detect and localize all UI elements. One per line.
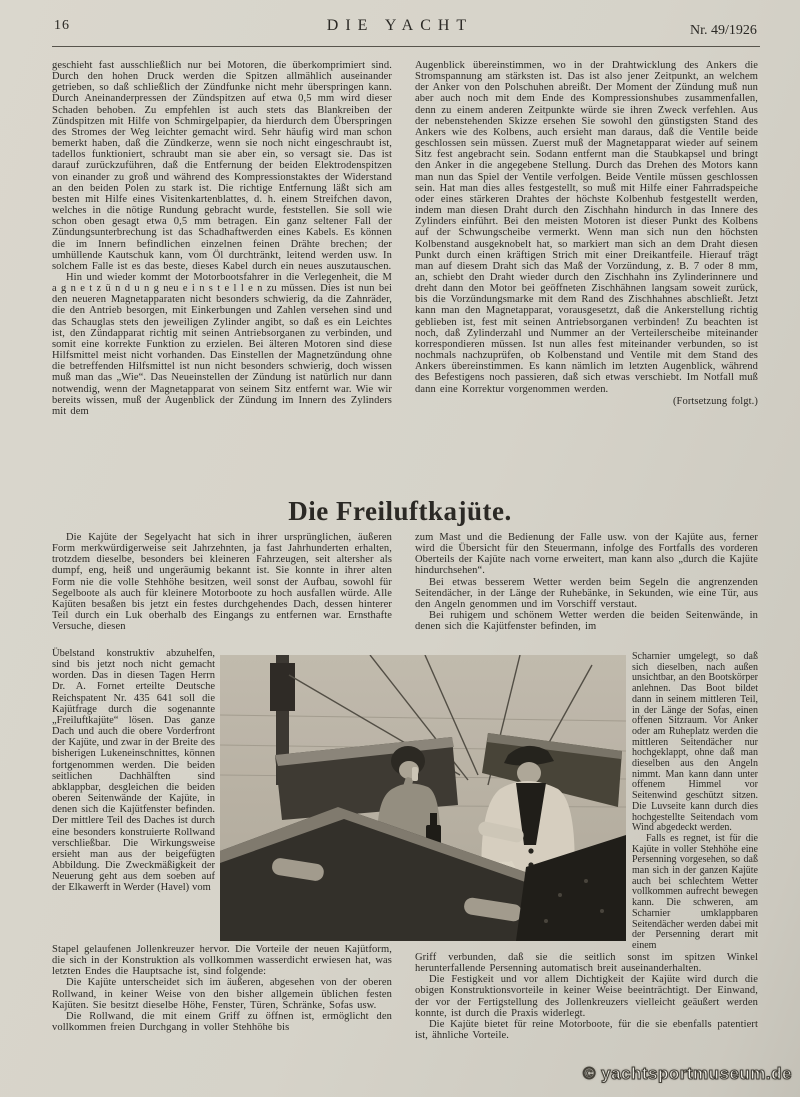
continuation-note: (Fortsetzung folgt.) (672, 395, 758, 407)
paragraph: Bei ruhigem und schönem Wetter werden die beiden Seitenwände, in denen sich die Kajütfenster befinden, im (415, 610, 758, 633)
paragraph: Griff verbunden, daß sie die seitlich sonst im spitzen Winkel herunterfallende Persenning automatisch breit auseinanderhalten. (415, 952, 758, 975)
article2-left-bottom (52, 944, 392, 1033)
paragraph: Scharnier umgelegt, so daß sich dieselben, nach außen unsichtbar, an den Bootskörper anlehnen. Das Boot bildet dann in seinem mittleren Teil, in der Länge der Sofas, einen offenen Sitzraum. Vor Anker oder am Ruheplatz werden die mittleren Seitendächer nur hochgeklappt, ohne daß man dieselben aus den Angeln nimmt. Man kann dann unter offenem Himmel vor Seitenwind geschützt sitzen. Die Luvseite kann durch dies hochgestellte Seitendach vom Wind abgedeckt werden. (632, 651, 758, 834)
article2-right-narrow (632, 652, 758, 952)
paragraph: Falls es regnet, ist für die Kajüte in voller Stehhöhe eine Persenning vorgesehen, so daß man sich in der ganzen Kajüte auch bei schlechtem Wetter vollkommen aufrecht bewegen kann. Die schweren, am Scharnier umklappbaren Seitendächer werden dabei mit der Persenning derart mit einem (632, 832, 758, 951)
paragraph: Hin und wieder kommt der Motorbootsfahrer in die Verlegenheit, die M a g n e t z ü n d u n g neu e i n s t e l l e n zu müssen. Dies ist nun bei den neueren Magnetapparaten nicht besonders schwierig, da die Zahnräder, die den Antrieb besorgen, mit Einkerbungen und Zahlen versehen sind und das Schauglas stets den jeweiligen Zylinder angibt, so daß es ein Leichtes ist, den Zündapparat richtig mit seinen Antriebsorganen zu verbinden, und somit eine korrekte Funktion zu erzielen. Bei älteren Motoren sind diese Hilfsmittel meist nicht vorhanden. Das Einstellen der Magnetzündung ohne die betreffenden Hilfsmittel ist nun nicht besonders schwierig, doch wissen muß man das „Wie“. Das Neueinstellen der Zündung ist natürlich nur dann notwendig, wenn der Magnetapparat von seinem Sitz entfernt war. Wie wir bereits wissen, muß der Augenblick der Zündung im Innern des Zylinders mit dem (52, 271, 392, 417)
header-rule (52, 46, 760, 47)
paragraph: Übelstand konstruktiv abzuhelfen, sind bis jetzt noch nicht gemacht worden. Das in diesen Tagen Herrn Dr. A. Fornet erteilte Deutsche Reichspatent Nr. 435 641 soll die Kajütfrage durch die sogenannte „Freiluftkajüte“ lösen. Das ganze Dach und auch die obere Vorderfront der Kajüte, und zwar in der Breite des bisherigen Lukeneinschnittes, können fortgenommen werden. Die beiden seitlichen Dachhälften sind abklappbar, desgleichen die beiden oberen Seitenwände der Kajüte, in denen sich die Kajütfenster befinden. Der mittlere Teil des Daches ist durch eine besonders konstruierte Rollwand verschließbar. Die Wirkungsweise ersieht man aus der beigefügten Abbildung. Die Zweckmäßigkeit der Neuerung geht aus dem soeben auf der Elkawerft in Werder (Havel) vom (52, 648, 215, 894)
article1-right-column (415, 60, 758, 407)
journal-title: DIE YACHT (326, 17, 474, 34)
article1-left-column (52, 60, 392, 417)
article2-right-top (415, 532, 758, 632)
paragraph: Bei etwas besserem Wetter werden beim Segeln die angrenzenden Seitendächer, in der Länge der Ruhebänke, in Sekunden, wie eine Tür, aus den Angeln genommen und im Vorschiff verstaut. (415, 576, 758, 610)
article-title: Die Freiluftkajüte. (288, 496, 512, 526)
paragraph: Augenblick übereinstimmen, wo in der Drahtwicklung des Ankers die Stromspannung am stärksten ist. Das ist also jener Zeitpunkt, an welchem der Anker von den Polschuhen abreißt. Der Moment der Zündung muß nun aber auch noch mit dem Ende des Kompressionshubes zusammenfallen, denn zu einem anderen Zeitpunkte würde sie ihren Zweck verfehlen. Aus der nebenstehenden Skizze ersehen Sie sowohl den günstigsten Stand des Ankers wie des Kolbens, auch ersieht man daraus, daß die Ventile beide geschlossen sein müssen. Zuerst muß der Magnetapparat wieder auf seinem Sitz fest angebracht sein. Sodann entfernt man die Staubkapsel und bringt den Anker in die angegebene Stellung. Durch das Drehen des Motors kann man nun das Spiel der Ventile verfolgen. Beide Ventile müssen geschlossen sein. Hat man dies alles festgestellt, so muß mit Hilfe einer Fahrradspeiche oder eines stärkeren Drahtes der höchste Kolbenhub festgestellt werden, indem man diesen Draht durch den Zischhahn hindurch in das Innere des Zylinders einführt. Bei den meisten Motoren ist dieser Punkt des Kolbens auf der Schwungscheibe vermerkt. Wenn man sich nun den höchsten Kolbenstand ausgeknobelt hat, so markiert man sich an dem Draht diesen Punkt durch einen kräftigen Strich mit einer Dreikantfeile. Hierauf trägt man auf diesem Draht sich das Maß der Vorzündung, z. B. 7 oder 8 mm, an, schiebt den Draht wieder durch den Zischhahn ins Zylinderinnere und dreht dann den Motor bei geöffneten Zischhähnen langsam soweit zurück, bis die Vorzündungsmarke mit dem Rand des Zischhahnes abschließt. Jetzt kann man den Magnetapparat, vorausgesetzt, daß die Ankerstellung richtig geblieben ist, fest mit seinen Antriebsorganen verbinden! Zu beachten ist noch, daß Zylinderzahl und Nummer an der Verteilerscheibe miteinander korrespondieren müssen. Ist nun alles fest miteinander verbunden, so ist nochmals nachzuprüfen, ob Kolbenstand und Ventile mit dem Stand des Ankers übereinstimmen. Es kann nämlich im letzten Augenblick, während des Befestigens noch passieren, daß sich etwas verschiebt. Im Notfall muß dann eine Korrektur vorgenommen werden. (415, 60, 758, 395)
paragraph: Die Kajüte der Segelyacht hat sich in ihrer ursprünglichen, äußeren Form merkwürdigerweise seit Jahrzehnten, ja fast Jahrhunderten erhalten, trotzdem dieselbe, besonders bei kleineren Fahrzeugen, seit altersher als dumpf, eng, heiß und ungeräumig bekannt ist. Sie konnte in ihrer alten Form nie die volle Stehhöhe besitzen, weil sonst der Aufbau, sowohl für Segelboote als auch für kleinere Motorboote zu hoch ausfallen würde. Alle Kajüten besaßen bis jetzt ein festes durchgehendes Dach, dessen hinterer Teil durch ein Luk oberhalb des Eingangs zu entfernen war. Ernsthafte Versuche, diesen (52, 532, 392, 633)
paragraph: zum Mast und die Bedienung der Falle usw. von der Kajüte aus, ferner wird die Übersicht für den Steuermann, infolge des Fortfalls des vorderen Oberteils der Kajüte nach vorne erweitert, man kann also „durch die Kajüte hindurchsehen“. (415, 532, 758, 577)
watermark: © yachtsportmuseum.de (582, 1064, 792, 1083)
article2-left-top (52, 532, 392, 632)
boat-scene-illustration (220, 655, 626, 941)
page-number: 16 (54, 18, 70, 33)
article2-left-narrow (52, 648, 215, 893)
paragraph: Die Festigkeit und vor allem Dichtigkeit der Kajüte wird durch die obigen Konstruktionsvorteile in keiner Weise beeinträchtigt. Der Einwand, der vor der Fertigstellung des Jollenkreuzers vielleicht geäußert werden konnte, ist durch die Praxis widerlegt. (415, 974, 758, 1019)
issue-number: Nr. 49/1926 (690, 23, 757, 38)
article2-right-bottom (415, 952, 758, 1041)
paragraph: geschieht fast ausschließlich nur bei Motoren, die überkomprimiert sind. Durch den hohen Druck werden die Spitzen allmählich auseinander getrieben, so daß schließlich der Zündfunke nicht mehr überspringen kann. Durch Aneinanderpressen der Zündspitzen auf etwa 0,5 mm wird dieser Schaden behoben. Zu empfehlen ist auch stets das Blankreiben der Zündspitzen mit Hilfe von Schmirgelpapier, da hierdurch dem Überspringen des Stromes der Weg leichter gemacht wird. Sehr häufig wird man schon bemerkt haben, daß die Zündkerze, wenn sie noch nicht eingeschraubt ist, tadellos funktioniert, schraubt man sie aber ein, so versagt sie. Das ist darauf zurückzuführen, daß die Entfernung der beiden Elektrodenspitzen von einander zu groß und während des Kompressionstaktes der Widerstand an den beiden Polen zu stark ist. Die richtige Entfernung läßt sich am besten mit Hilfe eines Visitenkartenblattes, d. h. einem Streifchen davon, welches in die nötige Rundung gebracht wurde, feststellen. Sie soll wie schon oben gesagt etwa 0,5 mm betragen. Ein ganz seltener Fall der Zündungsunterbrechung ist das Schadhaftwerden eines Kabels. Es können die im Innern befindlichen einzelnen feinen Drähte brechen; der umhüllende Kautschuk kann, vom Öl durchtränkt, leitend werden usw. In solchem Falle ist es das beste, dieses Kabel durch ein neues auszutauschen. (52, 60, 392, 272)
paragraph: Die Rollwand, die mit einem Griff zu öffnen ist, ermöglicht den vollkommen freien Durchgang in voller Stehhöhe bis (52, 1010, 392, 1034)
paragraph: Die Kajüte bietet für reine Motorboote, für die sie ebenfalls patentiert ist, ähnliche Vorteile. (415, 1018, 758, 1042)
freiluftkajuete-photo (220, 655, 626, 941)
paragraph: Stapel gelaufenen Jollenkreuzer hervor. Die Vorteile der neuen Kajütform, die sich in der Konstruktion als vollkommen wasserdicht erwiesen hat, was letzten Endes die Hauptsache ist, sind folgende: (52, 944, 392, 978)
paragraph: Die Kajüte unterscheidet sich im äußeren, abgesehen von der oberen Rollwand, in keiner Weise von den bisher allgemein üblichen festen Kajüten. Sie besitzt dieselbe Höhe, Fenster, Türen, Schränke, Sofas usw. (52, 977, 392, 1011)
